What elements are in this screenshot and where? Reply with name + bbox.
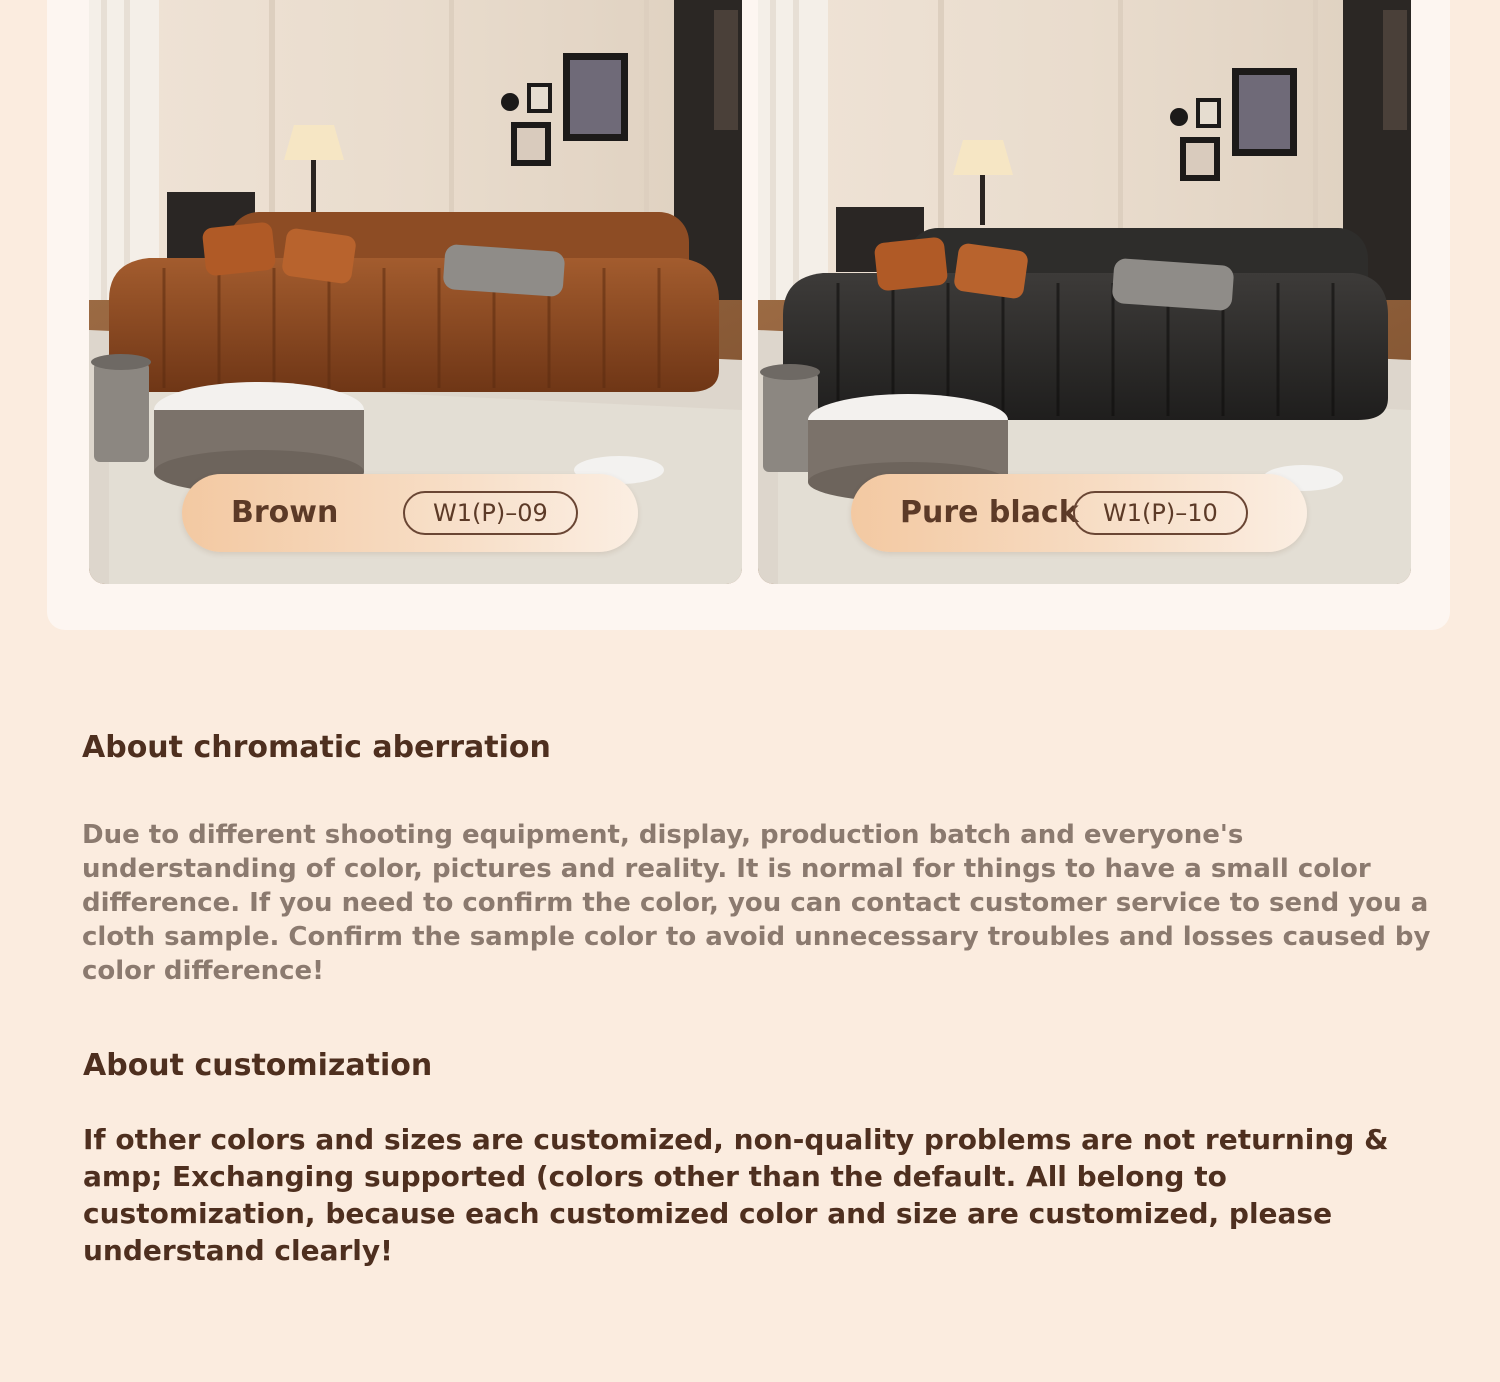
chromatic-aberration-text: Due to different shooting equipment, display, production batch and everyone's understanding of color, pictures and reality. It is normal for things to have a small color difference. If you need to confirm the color, you can contact customer service to send you a cloth sample. Confirm the sample color to avoid unnecessary troubles and losses caused by color difference!	[82, 820, 1431, 986]
swatch-color-name: Pure black	[900, 495, 1079, 530]
swatch-pure-black[interactable]	[758, 0, 1411, 584]
swatch-color-code: W1(P)–09	[403, 491, 578, 535]
swatch-color-code: W1(P)–10	[1073, 491, 1248, 535]
customization-heading: About customization	[83, 1048, 433, 1083]
swatch-label	[851, 474, 1307, 552]
swatch-color-name: Brown	[231, 495, 339, 530]
chromatic-aberration-heading: About chromatic aberration	[82, 730, 551, 765]
customization-text: If other colors and sizes are customized, non-quality problems are not returning & amp; Exchanging supported (colors other than the default. All belong to customization, because each customized color and size are customized, please understand clearly!	[83, 1123, 1389, 1267]
swatch-brown[interactable]	[89, 0, 742, 584]
swatch-label	[182, 474, 638, 552]
